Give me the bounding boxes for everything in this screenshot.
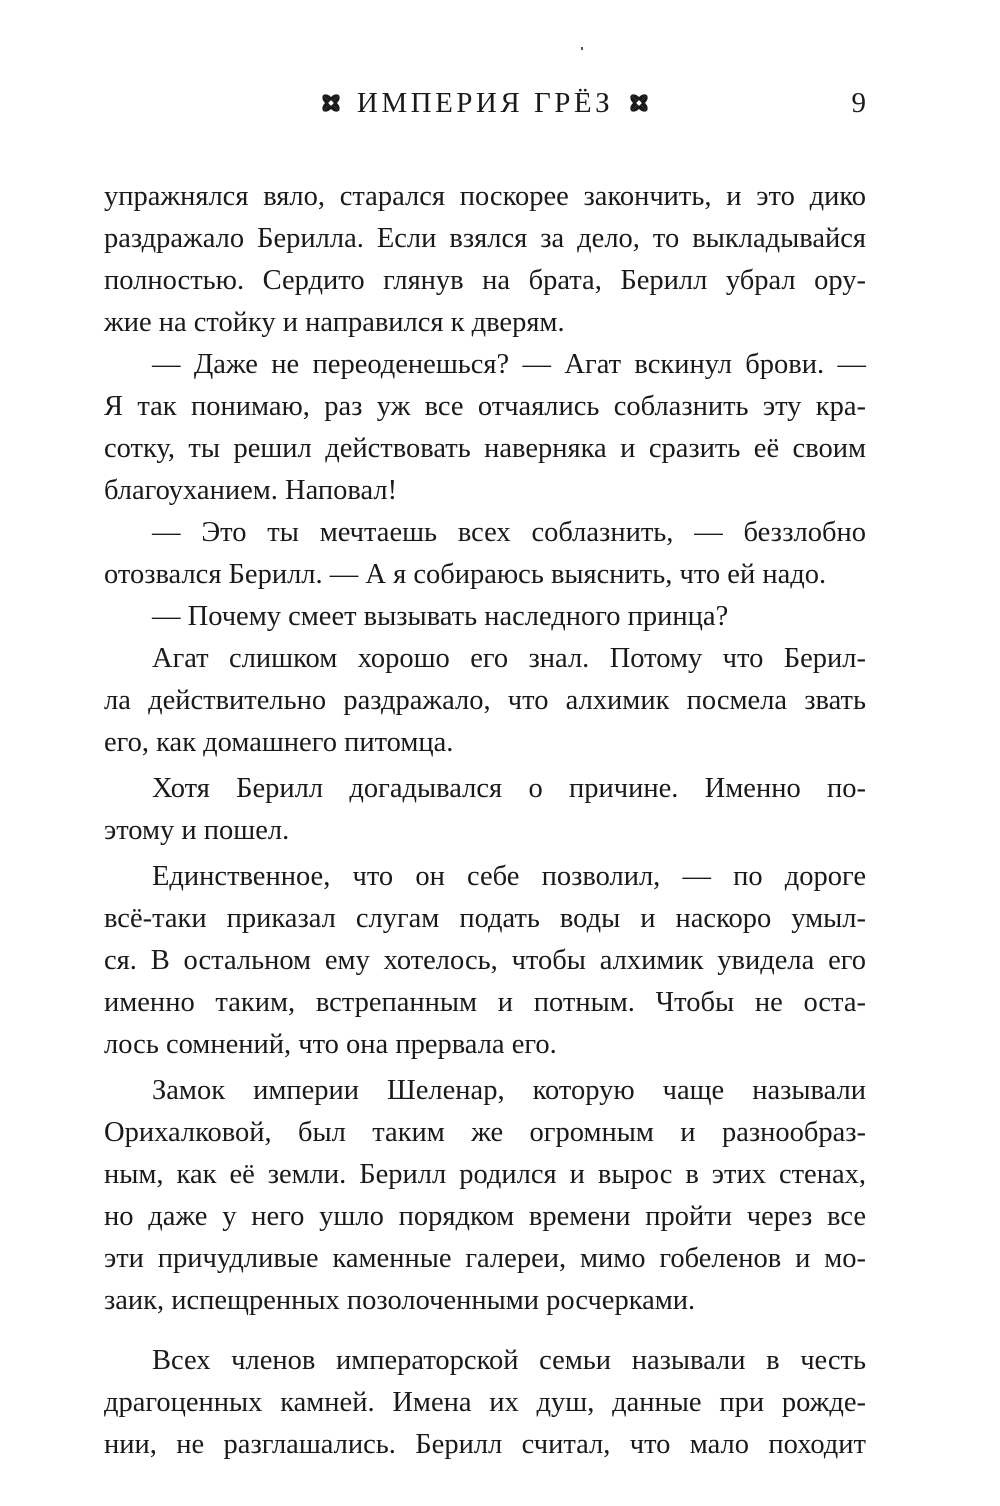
page-number: 9 (851, 87, 866, 119)
text-line: — Почему смеет вызывать наследного принца? (152, 601, 729, 632)
text-line: заик, испещренных позолоченными росчерками. (104, 1285, 696, 1316)
text-line: нии, не разглашались. Берилл считал, что мало походит (104, 1429, 866, 1460)
text-line: лось сомнений, что она прервала его. (104, 1029, 557, 1060)
text-line: этому и пошел. (104, 815, 290, 846)
running-title (104, 78, 866, 128)
text-line: Единственное, что он себе позволил, — по дороге (152, 861, 866, 892)
text-line: упражнялся вяло, старался поскорее закончить, и это дико (104, 181, 866, 212)
four-petal-ornament-icon (629, 93, 649, 113)
body-text (104, 176, 866, 1466)
text-line: всё-таки приказал слугам подать воды и наскоро умыл- (104, 903, 866, 934)
running-header (104, 78, 866, 128)
text-line: драгоценных камней. Имена их душ, данные при рожде- (104, 1387, 866, 1418)
four-petal-ornament-icon (321, 93, 341, 113)
text-line: — Даже не переоденешься? — Агат вскинул брови. — (152, 349, 866, 380)
book-title: ИМПЕРИЯ ГРЁЗ (356, 87, 614, 119)
text-line: отозвался Берилл. — А я собираюсь выяснить, что ей надо. (104, 559, 827, 590)
text-line: ся. В остальном ему хотелось, чтобы алхимик увидела его (104, 945, 866, 976)
text-line: эти причудливые каменные галереи, мимо гобеленов и мо- (104, 1243, 866, 1274)
text-line: Замок империи Шеленар, которую чаще называли (152, 1075, 866, 1106)
text-line: ла действительно раздражало, что алхимик посмела звать (104, 685, 866, 716)
text-line: Всех членов императорской семьи называли в честь (152, 1345, 866, 1376)
text-line: жие на стойку и направился к дверям. (104, 307, 565, 338)
text-line: раздражало Берилла. Если взялся за дело, то выкладывайся (104, 223, 866, 254)
text-line: Я так понимаю, раз уж все отчаялись соблазнить эту кра- (104, 391, 866, 422)
print-speck (581, 47, 583, 50)
text-line: ным, как её земли. Берилл родился и вырос в этих стенах, (104, 1159, 866, 1190)
text-line: благоуханием. Наповал! (104, 475, 398, 506)
text-line: но даже у него ушло порядком времени пройти через все (104, 1201, 866, 1232)
text-line: Орихалковой, был таким же огромным и разнообраз- (104, 1117, 866, 1148)
text-line: сотку, ты решил действовать наверняка и сразить её своим (104, 433, 866, 464)
text-line: его, как домашнего питомца. (104, 727, 454, 758)
text-line: именно таким, встрепанным и потным. Чтобы не оста- (104, 987, 866, 1018)
text-line: полностью. Сердито глянув на брата, Берилл убрал ору- (104, 265, 866, 296)
text-line: Агат слишком хорошо его знал. Потому что Берил- (152, 643, 866, 674)
text-line: — Это ты мечтаешь всех соблазнить, — беззлобно (152, 517, 866, 548)
text-line: Хотя Берилл догадывался о причине. Именно по- (152, 773, 866, 804)
